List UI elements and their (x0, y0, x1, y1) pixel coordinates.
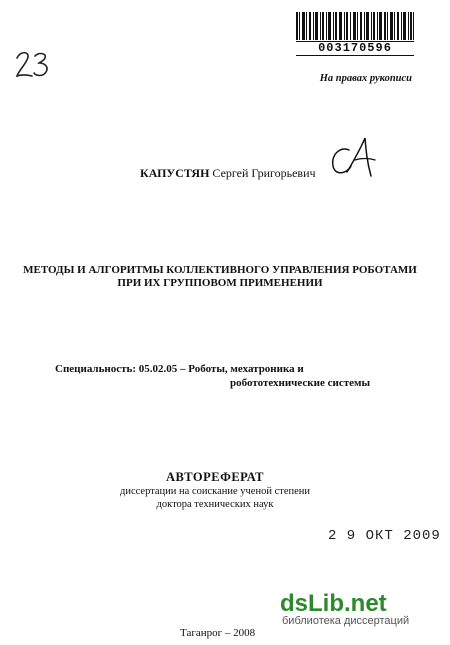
specialty-description: – Роботы, мехатроника и (180, 363, 304, 375)
dslib-watermark[interactable] (280, 592, 409, 627)
specialty-code: 05.02.05 (138, 363, 178, 375)
handwritten-number-icon (14, 48, 54, 82)
specialty-block (55, 362, 370, 390)
place-and-year: Таганрог – 2008 (180, 627, 256, 639)
abstract-heading: АВТОРЕФЕРАТ (166, 470, 264, 484)
received-date-stamp: 2 9 ОКТ 2009 (328, 528, 441, 544)
barcode-bars-icon (296, 12, 414, 40)
abstract-line-2: доктора технических наук (156, 499, 274, 510)
watermark-tld: .net (344, 590, 387, 617)
specialty-description-cont: робототехнические системы (230, 377, 371, 389)
signature-icon (325, 132, 383, 186)
barcode-number: 003170596 (296, 41, 414, 56)
handwritten-number (14, 48, 54, 87)
watermark-logo[interactable] (280, 592, 409, 616)
library-barcode (296, 12, 414, 56)
title-line-1: МЕТОДЫ И АЛГОРИТМЫ КОЛЛЕКТИВНОГО УПРАВЛЕНИЯ РОБОТАМИ (23, 264, 417, 276)
watermark-brand: dsLib (280, 590, 344, 617)
specialty-label: Специальность: (55, 363, 137, 375)
author-name (140, 166, 316, 181)
author-surname: КАПУСТЯН (140, 166, 210, 180)
manuscript-note: На правах рукописи (319, 73, 412, 84)
title-line-2: ПРИ ИХ ГРУППОВОМ ПРИМЕНЕНИИ (117, 277, 323, 289)
abstract-line-1: диссертации на соискание ученой степени (120, 486, 310, 497)
watermark-caption: библиотека диссертаций (282, 615, 410, 627)
abstract-subtitle (0, 485, 430, 511)
author-given-names: Сергей Григорьевич (212, 166, 316, 180)
author-signature (325, 132, 383, 191)
dissertation-title (10, 264, 430, 290)
